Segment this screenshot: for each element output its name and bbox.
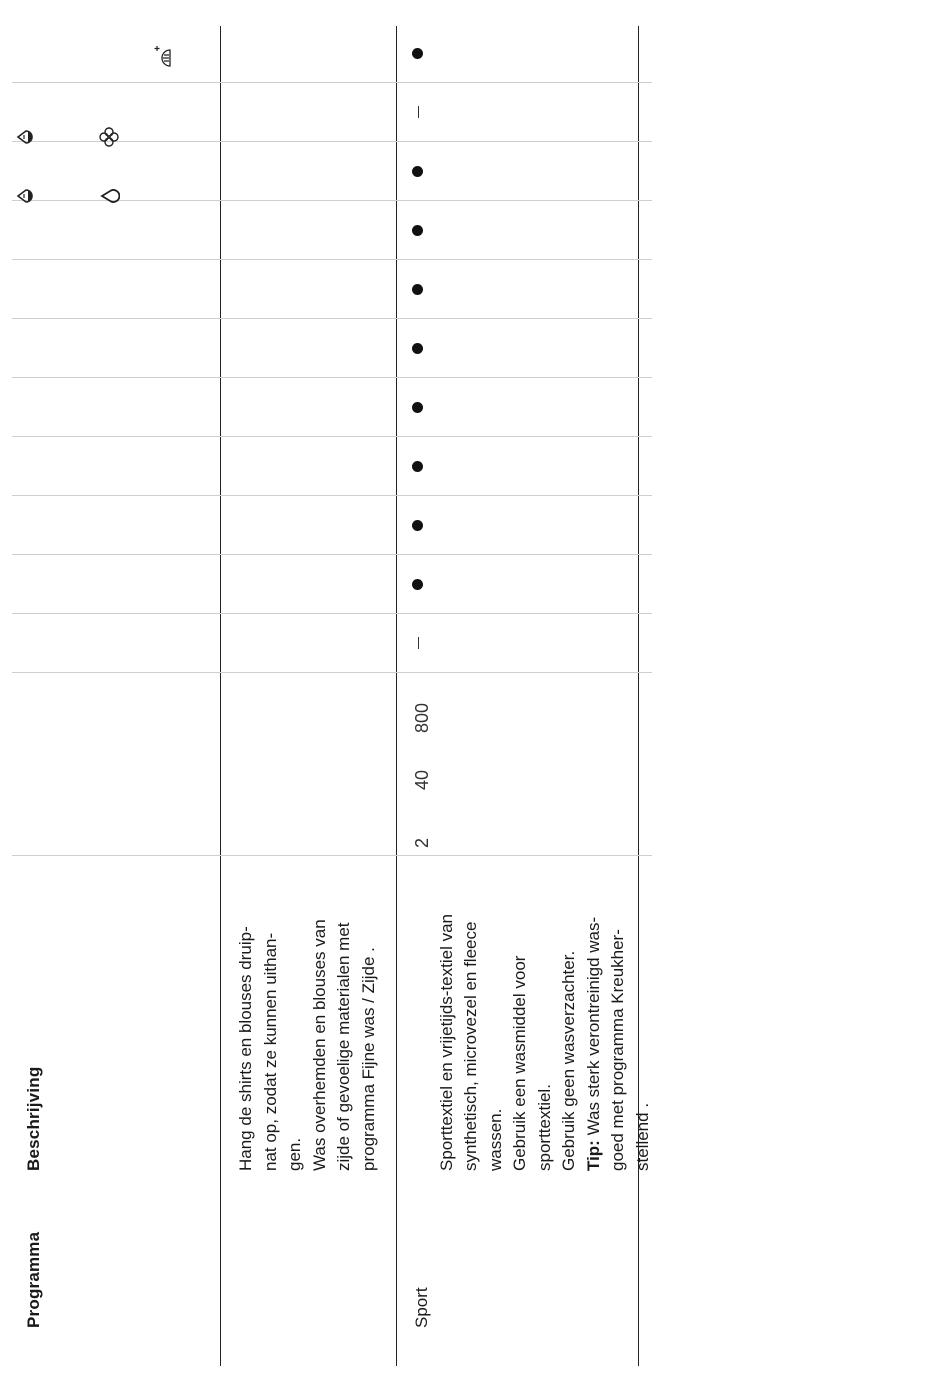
not-available-dash: [418, 638, 419, 650]
tip-label: Tip:: [583, 1140, 603, 1171]
available-dot: [412, 343, 423, 354]
program-name: Sport: [412, 1287, 431, 1328]
water-drop-icon: [100, 186, 125, 206]
available-dot: [412, 284, 423, 295]
col-sep: [12, 495, 652, 496]
col-sep: [12, 318, 652, 319]
description-cell: [410, 859, 655, 1171]
col-sep: [12, 613, 652, 614]
description-cell: Hang de shirts en blouses druip- nat op, zodat ze kunnen uithan- gen. Was overhemden en blouses van zijde of gevoelige materialen met programma Fijne was / Zijde .: [236, 919, 378, 1171]
softener-flower-icon: [98, 126, 125, 148]
available-dot: [412, 520, 423, 531]
steam-plus-icon: [154, 46, 183, 70]
spin-speed-value: 800: [412, 702, 432, 733]
available-dot: [412, 402, 423, 413]
dispenser-icon: [16, 186, 41, 206]
header-rule: [220, 26, 221, 1366]
available-dot: [412, 48, 423, 59]
row-rule: [396, 26, 397, 1366]
max-load-value: 2: [412, 837, 432, 848]
col-sep: [12, 82, 652, 83]
header-program: Programma: [24, 1231, 43, 1328]
available-dot: [412, 225, 423, 236]
available-dot: [412, 579, 423, 590]
header-description: Beschrijving: [24, 1066, 43, 1171]
col-sep: [12, 259, 652, 260]
available-dot: [412, 461, 423, 472]
program-table: [12, 26, 652, 1366]
temperature-value: 40: [412, 769, 432, 790]
description-text: Sporttextiel en vrijetijds-textiel van synthetisch, microvezel en fleece wassen. Gebruik een wasmiddel voor sporttextiel. Gebruik geen wasverzachter.: [436, 913, 578, 1171]
col-sep: [12, 554, 652, 555]
available-dot: [412, 166, 423, 177]
tip-text: Was sterk verontreinigd was- goed met programma Kreukher- stellend .: [583, 916, 652, 1171]
col-sep: [12, 436, 652, 437]
not-available-dash: [418, 107, 419, 119]
col-sep: [12, 377, 652, 378]
col-sep: [12, 855, 652, 856]
dispenser-icon: [16, 127, 41, 147]
col-sep: [12, 672, 652, 673]
